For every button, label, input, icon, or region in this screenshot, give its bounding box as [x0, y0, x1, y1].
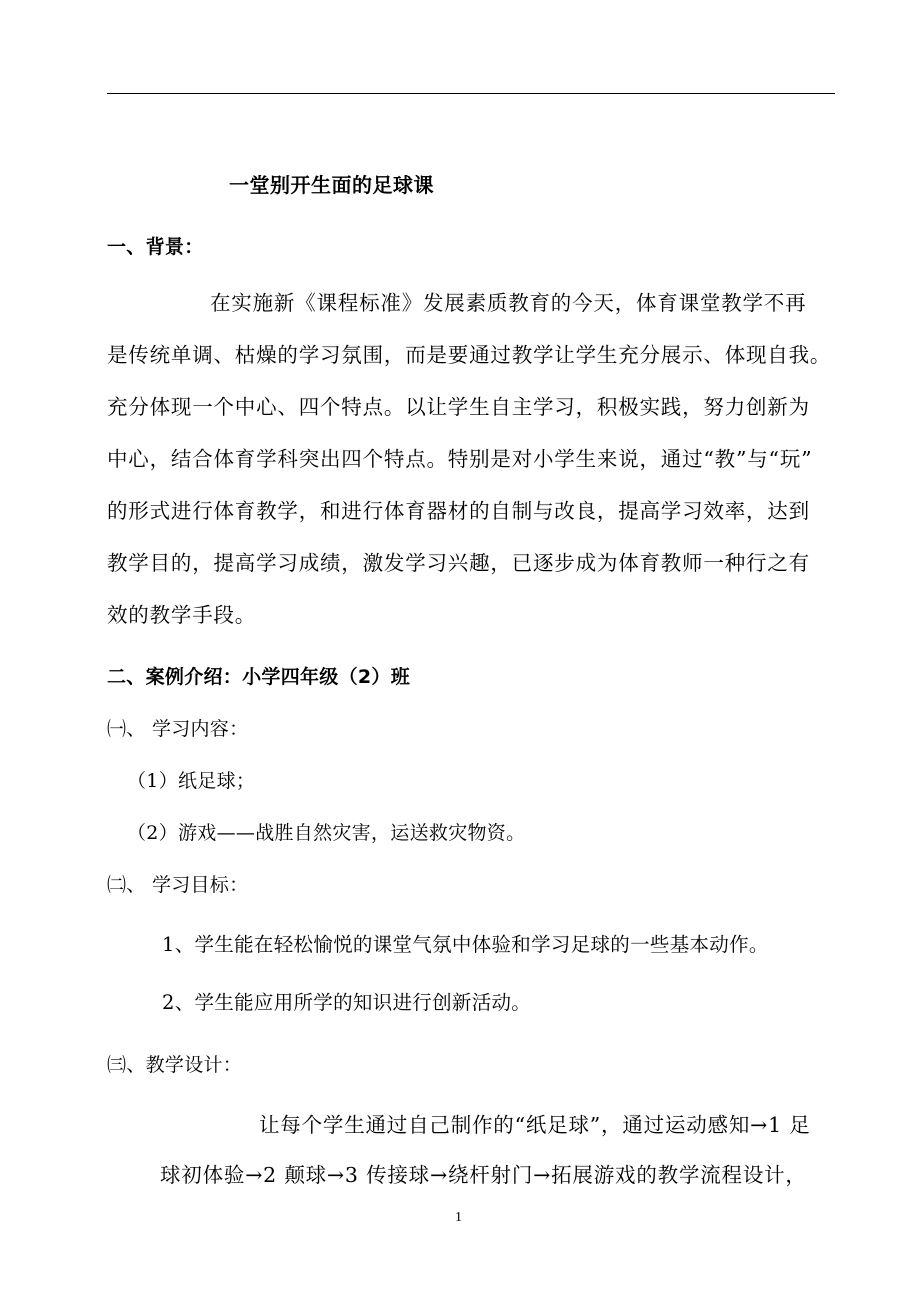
- document-title: 一堂别开生面的足球课: [229, 173, 434, 197]
- list-item: （1）纸足球；: [127, 770, 256, 792]
- paragraph-line: 中心，结合体育学科突出四个特点。特别是对小学生来说，通过“教”与“玩”: [107, 447, 813, 471]
- paragraph-line: 在实施新《课程标准》发展素质教育的今天，体育课堂教学不再: [210, 291, 807, 315]
- page-number: 1: [455, 1210, 462, 1225]
- list-item: 1、学生能在轻松愉悦的课堂气氛中体验和学习足球的一些基本动作。: [162, 933, 769, 956]
- subsection-label-goals: ㈡、 学习目标：: [107, 874, 249, 896]
- paragraph-line: 充分体现一个中心、四个特点。以让学生自主学习，积极实践，努力创新为: [107, 395, 810, 419]
- paragraph-line: 效的教学手段。: [107, 603, 257, 627]
- paragraph-line: 的形式进行体育教学，和进行体育器材的自制与改良，提高学习效率，达到: [107, 499, 810, 523]
- list-item: （2）游戏——战胜自然灾害，运送救灾物资。: [127, 822, 526, 844]
- paragraph-line: 是传统单调、枯燥的学习氛围，而是要通过教学让学生充分展示、体现自我。: [107, 343, 832, 367]
- paragraph-line: 让每个学生通过自己制作的“纸足球”，通过运动感知→1 足: [259, 1113, 811, 1137]
- header-rule: [107, 93, 835, 94]
- subsection-label-content: ㈠、 学习内容：: [107, 718, 249, 740]
- list-item: 2、学生能应用所学的知识进行创新活动。: [162, 991, 532, 1014]
- section-heading-background: 一、背景：: [107, 236, 204, 258]
- paragraph-line: 球初体验→2 颠球→3 传接球→绕杆射门→拓展游戏的教学流程设计，: [160, 1163, 807, 1187]
- subsection-label-design: ㈢、教学设计：: [107, 1054, 243, 1076]
- paragraph-line: 教学目的，提高学习成绩，激发学习兴趣，已逐步成为体育教师一种行之有: [107, 551, 810, 575]
- section-heading-case: 二、案例介绍：小学四年级（2）班: [107, 666, 411, 688]
